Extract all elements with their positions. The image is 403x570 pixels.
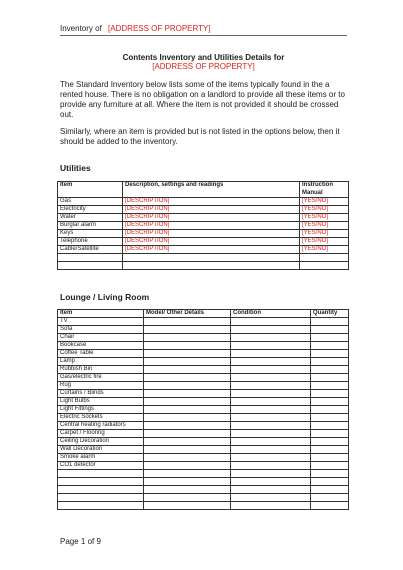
condition-cell xyxy=(231,446,311,454)
utility-description-cell: [DESCRIPTION] xyxy=(123,206,300,214)
quantity-cell xyxy=(311,438,349,446)
condition-cell xyxy=(231,374,311,382)
utility-item-cell: Gas xyxy=(58,198,123,206)
model-cell xyxy=(144,358,231,366)
table-row xyxy=(58,374,349,382)
utility-description-cell: [DESCRIPTION] xyxy=(123,246,300,254)
header-rule xyxy=(60,35,347,36)
note-paragraph: Similarly, where an item is provided but is not listed in the options below, then it should be added to the inventory. xyxy=(60,127,340,146)
condition-cell xyxy=(231,462,311,470)
utility-item-cell: Cable/Satellite xyxy=(58,246,123,254)
quantity-cell xyxy=(311,342,349,350)
model-cell xyxy=(144,326,231,334)
condition-cell xyxy=(231,414,311,422)
quantity-cell xyxy=(311,398,349,406)
utility-manual-cell: [YES/NO] xyxy=(300,214,349,222)
column-header: Description, settings and readings xyxy=(123,182,300,198)
utility-manual-cell: [YES/NO] xyxy=(300,238,349,246)
model-cell xyxy=(144,478,231,486)
column-header: Model/ Other Details xyxy=(144,310,231,318)
model-cell xyxy=(144,374,231,382)
utilities-header-row xyxy=(58,182,349,198)
column-header: Instruction Manual xyxy=(300,182,349,198)
utility-manual-cell: [YES/NO] xyxy=(300,206,349,214)
column-header: Condition xyxy=(231,310,311,318)
model-cell xyxy=(144,486,231,494)
quantity-cell xyxy=(311,494,349,502)
utility-item-cell: Keys xyxy=(58,230,123,238)
condition-cell xyxy=(231,398,311,406)
lounge-item-cell: Electric Sockets xyxy=(58,414,144,422)
table-row xyxy=(58,422,349,430)
table-row xyxy=(58,206,349,214)
condition-cell xyxy=(231,406,311,414)
lounge-item-cell: Light Bulbs xyxy=(58,398,144,406)
quantity-cell xyxy=(311,446,349,454)
page-header xyxy=(60,24,211,33)
condition-cell xyxy=(231,438,311,446)
lounge-item-cell: Curtains / Blinds xyxy=(58,390,144,398)
model-cell xyxy=(144,422,231,430)
quantity-cell xyxy=(311,470,349,478)
column-header: Item xyxy=(58,182,123,198)
quantity-cell xyxy=(311,422,349,430)
table-row xyxy=(58,398,349,406)
quantity-cell xyxy=(311,366,349,374)
utility-description-cell: [DESCRIPTION] xyxy=(123,222,300,230)
lounge-item-cell: Bookcase xyxy=(58,342,144,350)
condition-cell xyxy=(231,454,311,462)
model-cell xyxy=(144,318,231,326)
condition-cell xyxy=(231,486,311,494)
table-row xyxy=(58,470,349,478)
header-prefix: Inventory of xyxy=(60,24,102,33)
table-row xyxy=(58,414,349,422)
table-row xyxy=(58,494,349,502)
utility-description-cell xyxy=(123,262,300,270)
model-cell xyxy=(144,342,231,350)
table-row xyxy=(58,222,349,230)
utility-manual-cell xyxy=(300,262,349,270)
lounge-header-row xyxy=(58,310,349,318)
utility-manual-cell xyxy=(300,254,349,262)
lounge-item-cell: Central heating radiators xyxy=(58,422,144,430)
quantity-cell xyxy=(311,374,349,382)
lounge-table xyxy=(57,309,349,510)
model-cell xyxy=(144,454,231,462)
lounge-item-cell: Chair xyxy=(58,334,144,342)
model-cell xyxy=(144,334,231,342)
lounge-item-cell: Coffee Table xyxy=(58,350,144,358)
utility-manual-cell: [YES/NO] xyxy=(300,246,349,254)
column-header: Quantity xyxy=(311,310,349,318)
table-row xyxy=(58,254,349,262)
utility-item-cell: Telephone xyxy=(58,238,123,246)
quantity-cell xyxy=(311,406,349,414)
column-header: Item xyxy=(58,310,144,318)
utility-description-cell: [DESCRIPTION] xyxy=(123,238,300,246)
condition-cell xyxy=(231,318,311,326)
table-row xyxy=(58,238,349,246)
condition-cell xyxy=(231,350,311,358)
quantity-cell xyxy=(311,334,349,342)
condition-cell xyxy=(231,430,311,438)
model-cell xyxy=(144,446,231,454)
lounge-item-cell: Smoke alarm xyxy=(58,454,144,462)
model-cell xyxy=(144,462,231,470)
condition-cell xyxy=(231,334,311,342)
lounge-item-cell: Carpet / Flooring xyxy=(58,430,144,438)
model-cell xyxy=(144,414,231,422)
condition-cell xyxy=(231,366,311,374)
table-row xyxy=(58,326,349,334)
model-cell xyxy=(144,406,231,414)
lounge-item-cell: Lamp xyxy=(58,358,144,366)
condition-cell xyxy=(231,390,311,398)
table-row xyxy=(58,214,349,222)
table-row xyxy=(58,486,349,494)
quantity-cell xyxy=(311,390,349,398)
table-row xyxy=(58,230,349,238)
header-address: [ADDRESS OF PROPERTY] xyxy=(108,24,211,33)
condition-cell xyxy=(231,342,311,350)
quantity-cell xyxy=(311,462,349,470)
quantity-cell xyxy=(311,486,349,494)
table-row xyxy=(58,334,349,342)
utility-description-cell: [DESCRIPTION] xyxy=(123,230,300,238)
utility-item-cell: Water xyxy=(58,214,123,222)
table-row xyxy=(58,342,349,350)
quantity-cell xyxy=(311,478,349,486)
table-row xyxy=(58,478,349,486)
model-cell xyxy=(144,398,231,406)
lounge-item-cell: Gas/electric fire xyxy=(58,374,144,382)
quantity-cell xyxy=(311,430,349,438)
lounge-item-cell xyxy=(58,494,144,502)
lounge-item-cell: Ceiling Decoration xyxy=(58,438,144,446)
model-cell xyxy=(144,502,231,510)
table-row xyxy=(58,446,349,454)
table-row xyxy=(58,366,349,374)
condition-cell xyxy=(231,478,311,486)
quantity-cell xyxy=(311,502,349,510)
table-row xyxy=(58,350,349,358)
table-row xyxy=(58,382,349,390)
model-cell xyxy=(144,350,231,358)
quantity-cell xyxy=(311,414,349,422)
utilities-table xyxy=(57,181,349,270)
model-cell xyxy=(144,390,231,398)
utility-item-cell xyxy=(58,262,123,270)
table-row xyxy=(58,406,349,414)
table-row xyxy=(58,438,349,446)
table-row xyxy=(58,358,349,366)
quantity-cell xyxy=(311,326,349,334)
table-row xyxy=(58,262,349,270)
table-row xyxy=(58,318,349,326)
lounge-item-cell: Rubbish Bin xyxy=(58,366,144,374)
model-cell xyxy=(144,438,231,446)
lounge-heading: Lounge / Living Room xyxy=(60,292,150,302)
lounge-item-cell: Rug xyxy=(58,382,144,390)
lounge-item-cell: CO1 detector xyxy=(58,462,144,470)
page-number: Page 1 of 9 xyxy=(60,537,101,546)
lounge-item-cell xyxy=(58,502,144,510)
utilities-heading: Utilities xyxy=(60,163,91,173)
lounge-item-cell: Sofa xyxy=(58,326,144,334)
utility-item-cell: Electricity xyxy=(58,206,123,214)
condition-cell xyxy=(231,382,311,390)
lounge-item-cell xyxy=(58,470,144,478)
utility-description-cell: [DESCRIPTION] xyxy=(123,214,300,222)
condition-cell xyxy=(231,358,311,366)
condition-cell xyxy=(231,422,311,430)
model-cell xyxy=(144,494,231,502)
utility-manual-cell: [YES/NO] xyxy=(300,222,349,230)
quantity-cell xyxy=(311,382,349,390)
utility-manual-cell: [YES/NO] xyxy=(300,230,349,238)
condition-cell xyxy=(231,494,311,502)
lounge-item-cell xyxy=(58,486,144,494)
quantity-cell xyxy=(311,454,349,462)
table-row xyxy=(58,454,349,462)
document-title: Contents Inventory and Utilities Details for xyxy=(122,53,285,62)
lounge-item-cell: Wall Decoration xyxy=(58,446,144,454)
lounge-item-cell: Light Fittings xyxy=(58,406,144,414)
lounge-item-cell xyxy=(58,478,144,486)
condition-cell xyxy=(231,502,311,510)
quantity-cell xyxy=(311,318,349,326)
model-cell xyxy=(144,470,231,478)
table-row xyxy=(58,502,349,510)
condition-cell xyxy=(231,326,311,334)
table-row xyxy=(58,198,349,206)
utility-manual-cell: [YES/NO] xyxy=(300,198,349,206)
utility-item-cell xyxy=(58,254,123,262)
utility-description-cell: [DESCRIPTION] xyxy=(123,198,300,206)
quantity-cell xyxy=(311,350,349,358)
table-row xyxy=(58,246,349,254)
intro-paragraph: The Standard Inventory below lists some of the items typically found in the a rented house. There is no obligation on a landlord to provide all these items or to provide any furniture at all. Where the item is not provided it should be crossed out. xyxy=(60,80,345,119)
lounge-item-cell: TV xyxy=(58,318,144,326)
quantity-cell xyxy=(311,358,349,366)
utility-item-cell: Burglar alarm xyxy=(58,222,123,230)
document-subtitle: [ADDRESS OF PROPERTY] xyxy=(152,62,255,71)
table-row xyxy=(58,430,349,438)
utility-description-cell xyxy=(123,254,300,262)
table-row xyxy=(58,390,349,398)
model-cell xyxy=(144,382,231,390)
condition-cell xyxy=(231,470,311,478)
model-cell xyxy=(144,366,231,374)
model-cell xyxy=(144,430,231,438)
table-row xyxy=(58,462,349,470)
